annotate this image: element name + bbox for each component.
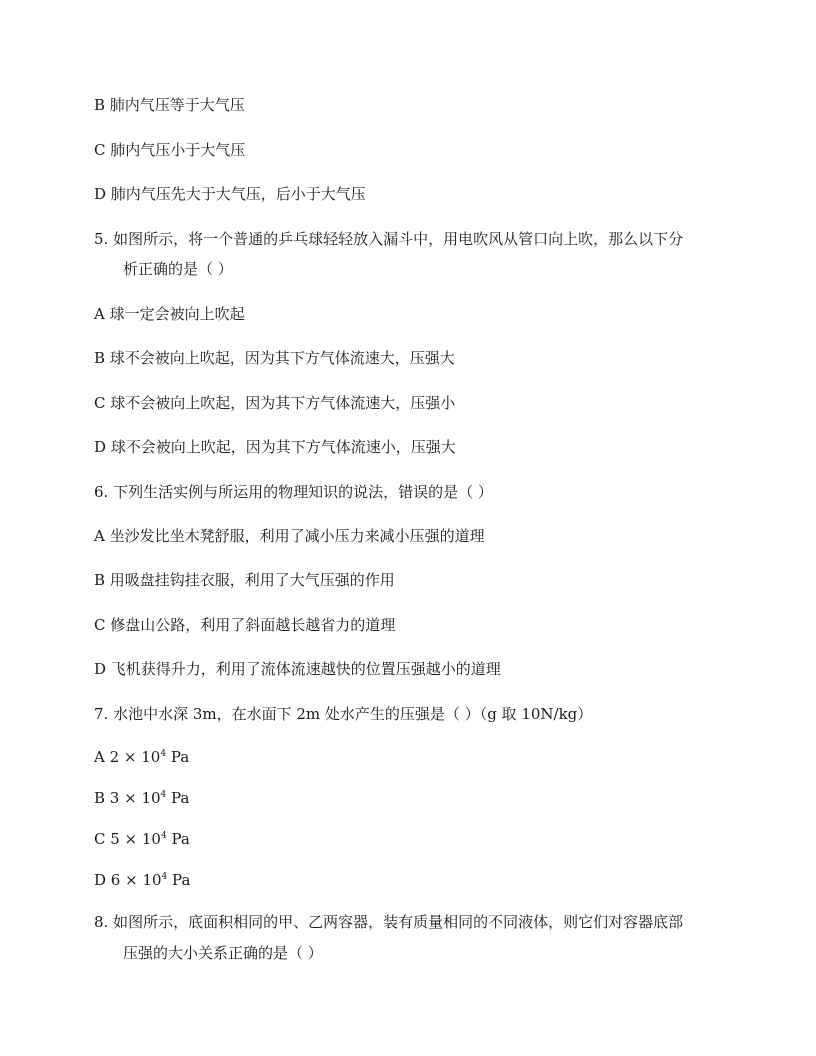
question-8-line-2: 压强的大小关系正确的是（ ） (123, 944, 323, 962)
option-a-q7-base: A 2 × 10 (94, 748, 161, 766)
option-b-q7-unit: Pa (166, 789, 190, 807)
option-c-q7-exponent: 4 (160, 831, 167, 841)
option-line-c-q4: C 肺内气压小于大气压 (94, 141, 246, 159)
option-line-b-q6: B 用吸盘挂钩挂衣服，利用了大气压强的作用 (94, 571, 395, 589)
option-b-q7-exponent: 4 (160, 790, 167, 800)
question-6: 6. 下列生活实例与所运用的物理知识的说法，错误的是（ ） (94, 483, 493, 501)
option-line-b-q4: B 肺内气压等于大气压 (94, 96, 245, 114)
option-d-q7-exponent: 4 (161, 872, 168, 882)
option-line-d-q6: D 飞机获得升力，利用了流体流速越快的位置压强越小的道理 (94, 660, 501, 678)
option-line-d-q5: D 球不会被向上吹起，因为其下方气体流速小，压强大 (94, 438, 456, 456)
option-line-c-q5: C 球不会被向上吹起，因为其下方气体流速大，压强小 (94, 394, 456, 412)
option-line-c-q6: C 修盘山公路，利用了斜面越长越省力的道理 (94, 616, 396, 634)
option-line-d-q4: D 肺内气压先大于大气压，后小于大气压 (94, 185, 366, 203)
option-d-q7-base: D 6 × 10 (94, 871, 162, 889)
question-8-line-1: 8. 如图所示，底面积相同的甲、乙两容器，装有质量相同的不同液体，则它们对容器底部 (94, 913, 684, 931)
question-5-line-2: 析正确的是（ ） (123, 260, 233, 278)
option-line-a-q5: A 球一定会被向上吹起 (94, 305, 245, 323)
option-line-d-q7 (94, 870, 190, 890)
option-a-q7-unit: Pa (166, 748, 190, 766)
option-line-b-q5: B 球不会被向上吹起，因为其下方气体流速大，压强大 (94, 349, 455, 367)
question-7: 7. 水池中水深 3m，在水面下 2m 处水产生的压强是（ ）（g 取 10N/kg） (94, 705, 593, 723)
option-line-a-q7 (94, 747, 189, 767)
question-5-line-1: 5. 如图所示，将一个普通的乒乓球轻轻放入漏斗中，用电吹风从管口向上吹，那么以下分 (94, 230, 684, 248)
option-line-c-q7 (94, 829, 190, 849)
option-c-q7-unit: Pa (166, 830, 190, 848)
option-line-a-q6: A 坐沙发比坐木凳舒服，利用了减小压力来减小压强的道理 (94, 527, 485, 545)
option-c-q7-base: C 5 × 10 (94, 830, 161, 848)
option-b-q7-base: B 3 × 10 (94, 789, 161, 807)
option-a-q7-exponent: 4 (160, 749, 167, 759)
option-d-q7-unit: Pa (167, 871, 191, 889)
option-line-b-q7 (94, 788, 189, 808)
